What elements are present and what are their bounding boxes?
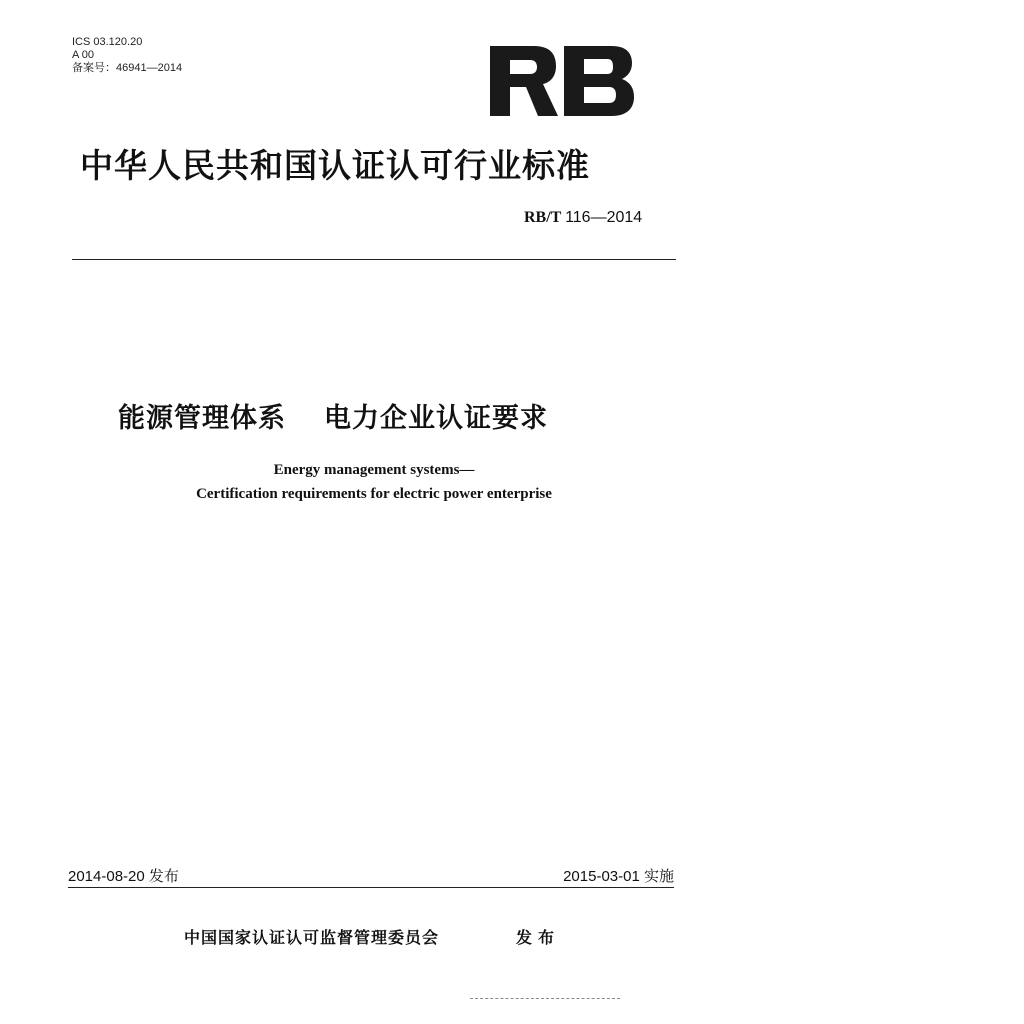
document-title-cn	[118, 396, 548, 435]
publish-label: 发布	[516, 928, 561, 947]
title-cn-part2: 电力企业认证要求	[324, 403, 548, 434]
issue-date: 2014-08-20 发布	[68, 868, 179, 885]
standard-code	[524, 209, 642, 227]
rb-logo	[488, 44, 636, 118]
rb-logo-letter-r	[490, 46, 558, 116]
implementation-date: 2015-03-01 实施	[563, 868, 674, 885]
standard-prefix: RB/T	[524, 209, 562, 226]
publisher-name: 中国国家认证认可监督管理委员会	[184, 928, 440, 947]
ics-code: ICS 03.120.20	[72, 36, 143, 48]
classification-code: A 00	[72, 49, 95, 61]
standard-number: 116—2014	[565, 209, 643, 226]
document-meta	[72, 36, 182, 75]
header-divider	[72, 259, 676, 260]
filing-number: 备案号：46941—2014	[72, 62, 183, 74]
rb-logo-letter-b	[564, 46, 634, 116]
document-title-en-line1: Energy management systems—	[273, 462, 475, 478]
footer-divider	[68, 887, 674, 888]
document-title-en-line2: Certification requirements for electric power enterprise	[196, 486, 552, 502]
org-title: 中华人民共和国认证认可行业标准	[80, 146, 590, 185]
scan-artifact-line	[470, 998, 620, 1000]
title-cn-part1: 能源管理体系	[118, 403, 286, 434]
